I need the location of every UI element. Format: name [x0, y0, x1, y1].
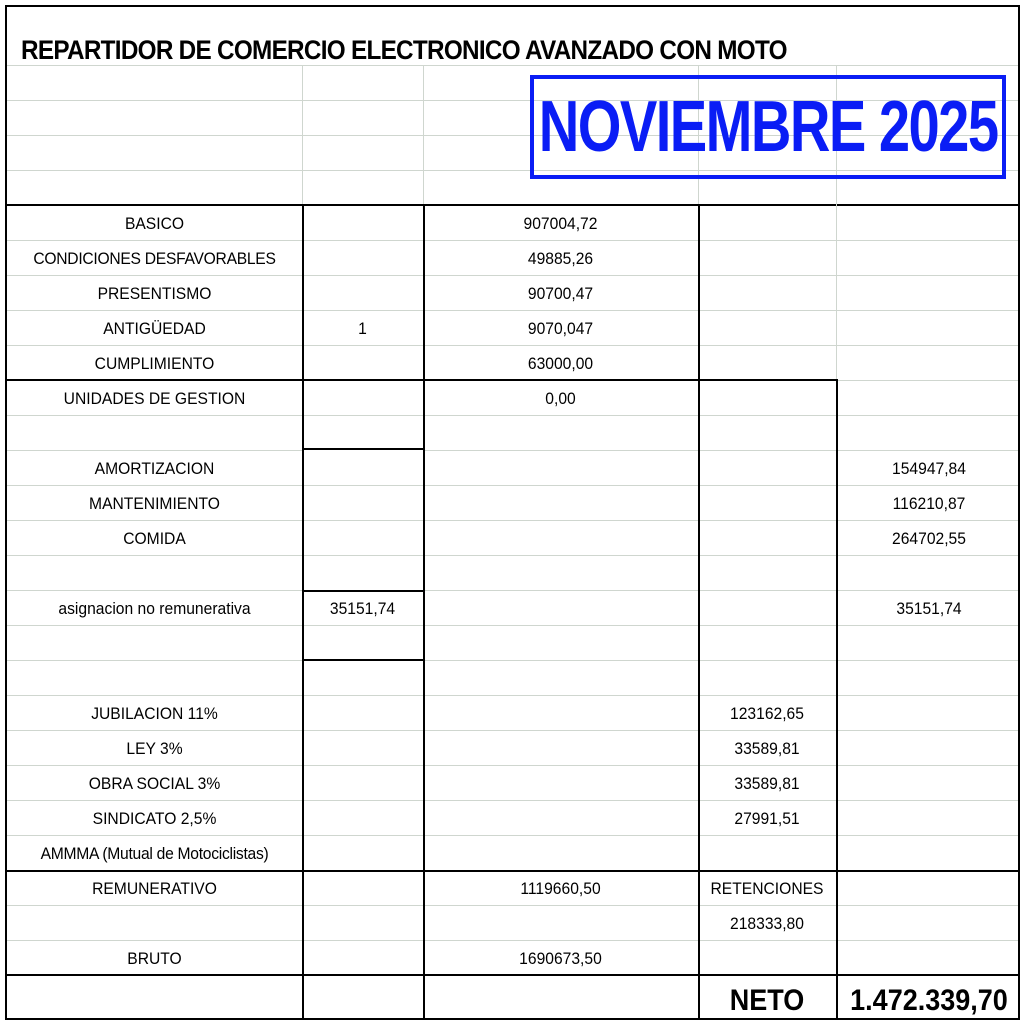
table-top-border	[7, 204, 1020, 206]
row-label-sindicato: SINDICATO 2,5%	[92, 809, 217, 828]
neto-label: NETO	[729, 984, 805, 1017]
asignacion-amount: 35151,74	[896, 599, 962, 618]
row-label-unidades: UNIDADES DE GESTION	[63, 389, 246, 408]
unidades-amount: 0,00	[545, 389, 576, 408]
sindicato-deduction: 27991,51	[734, 809, 800, 828]
column-line	[836, 379, 838, 1020]
row-line	[7, 590, 302, 591]
ley-deduction: 33589,81	[734, 739, 800, 758]
row-label-ley: LEY 3%	[126, 739, 183, 758]
row-label-amortizacion: AMORTIZACION	[94, 459, 215, 478]
row-label-asignacion: asignacion no remunerativa	[58, 599, 251, 618]
row-line	[836, 380, 1020, 381]
row-label-condiciones: CONDICIONES DESFAVORABLES	[33, 249, 276, 268]
row-line	[7, 695, 1020, 696]
row-line	[7, 660, 302, 661]
column-line	[836, 204, 837, 379]
row-line	[7, 940, 1020, 941]
gridline	[302, 65, 303, 205]
jubilacion-deduction: 123162,65	[730, 704, 804, 723]
remunerativo-total: 1119660,50	[520, 879, 601, 898]
column-line	[698, 204, 700, 1020]
gridline	[423, 65, 424, 205]
obra-social-deduction: 33589,81	[734, 774, 800, 793]
antiguedad-amount: 9070,047	[527, 319, 594, 338]
row-label-comida: COMIDA	[123, 529, 186, 548]
row-line	[7, 450, 302, 451]
antiguedad-years: 1	[358, 319, 367, 338]
row-label-ammma: AMMMA (Mutual de Motociclistas)	[40, 844, 269, 863]
bruto-total: 1690673,50	[519, 949, 602, 968]
mantenimiento-amount: 116210,87	[892, 494, 966, 513]
row-line	[423, 450, 1020, 451]
column-line	[423, 204, 425, 1020]
row-label-remunerativo: REMUNERATIVO	[92, 879, 217, 898]
cumplimiento-amount: 63000,00	[527, 354, 594, 373]
retenciones-label: RETENCIONES	[710, 879, 824, 898]
row-label-jubilacion: JUBILACION 11%	[91, 704, 218, 723]
document-title: REPARTIDOR DE COMERCIO ELECTRONICO AVANZADO CON MOTO	[21, 35, 787, 65]
row-line	[302, 659, 423, 661]
presentismo-amount: 90700,47	[527, 284, 594, 303]
basico-amount: 907004,72	[523, 214, 598, 233]
row-label-antiguedad: ANTIGÜEDAD	[103, 319, 206, 338]
row-label-obra-social: OBRA SOCIAL 3%	[88, 774, 221, 793]
row-line	[423, 590, 1020, 591]
column-line	[302, 204, 304, 1020]
asignacion-base: 35151,74	[329, 599, 396, 618]
row-line	[302, 448, 423, 450]
payroll-sheet	[5, 5, 1020, 1020]
row-label-basico: BASICO	[124, 214, 185, 233]
row-label-presentismo: PRESENTISMO	[97, 284, 212, 303]
neto-total: 1.472.339,70	[850, 984, 1008, 1017]
row-line	[423, 660, 1020, 661]
period-label: NOVIEMBRE 2025	[538, 87, 998, 167]
period-stamp	[530, 75, 1006, 179]
comida-amount: 264702,55	[892, 529, 966, 548]
row-label-cumplimiento: CUMPLIMIENTO	[94, 354, 215, 373]
row-label-bruto: BRUTO	[127, 949, 182, 968]
condiciones-amount: 49885,26	[527, 249, 594, 268]
amortizacion-amount: 154947,84	[892, 459, 966, 478]
row-label-mantenimiento: MANTENIMIENTO	[89, 494, 220, 513]
retenciones-total: 218333,80	[730, 914, 804, 933]
